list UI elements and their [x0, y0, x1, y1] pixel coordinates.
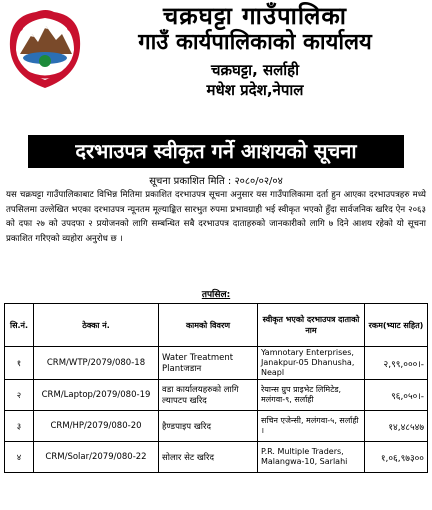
province-name: मधेश प्रदेश,नेपाल [206, 81, 304, 99]
col-contract-no: ठेक्का नं. [34, 304, 159, 347]
table-row [5, 347, 428, 380]
letterhead [82, 2, 428, 100]
cell-vendor: P.R. Multiple Traders, Malangwa-10, Sarlahi [258, 442, 365, 473]
table-row [5, 442, 428, 473]
col-vendor: स्वीकृत भएको दरभाउपत्र दाताको नाम [258, 304, 365, 347]
cell-description: वडा कार्यालयहरुको लागि ल्यापटप खरिद [159, 380, 258, 411]
schedule-label: तपसिल: [201, 290, 231, 300]
cell-amount: १४,४८५४७ [365, 411, 428, 442]
col-serial: सि.नं. [5, 304, 34, 347]
table-header-row [5, 304, 428, 347]
table-row [5, 380, 428, 411]
cell-contract-no: CRM/Laptop/2079/080-19 [34, 380, 159, 411]
cell-description: हैण्डपाइप खरिद [159, 411, 258, 442]
publication-date: सूचना प्रकाशित मिति : २०८०/०२/०४ [149, 176, 283, 187]
cell-contract-no: CRM/HP/2079/080-20 [34, 411, 159, 442]
notice-body: यस चक्रघट्टा गाउँपालिकाबाट विभिन्न मितिमा प्रकाशित दरभाउपत्र सूचना अनुसार यस गाउँपालिकामा दर्ता हुन आएका दरभाउपत्रहरु मध्ये तपसिलमा उल्लेखित भएका दरभाउपत्र न्यूनतम मूल्याङ्कित सारभुत रुपमा प्रभावग्राही भई स्वीकृत भएको हुँदा सार्वजनिक खरिद ऐन २०६३ को दफा २७ को उपदफा २ प्रयोजनको लागि सम्बन्धित सबै दरभाउपत्र दाताहरुको जानकारीको लागि ७ दिने आशय रहेको यो सूचना प्रकाशित गरिएको व्यहोरा अनुरोध छ । [6, 190, 426, 244]
col-amount: रकम(भ्याट सहित) [365, 304, 428, 347]
municipality-name: चक्रघट्टा गाउँपालिका [162, 2, 348, 30]
cell-amount: ९६,०५०।- [365, 380, 428, 411]
col-description: कामको विवरण [159, 304, 258, 347]
cell-vendor: Yamnotary Enterprises, Janakpur-05 Dhanusha, Neapl [258, 347, 365, 380]
cell-serial: २ [5, 380, 34, 411]
office-name: गाउँ कार्यपालिकाको कार्यालय [138, 30, 372, 55]
cell-description: सोलार सेट खरिद [159, 442, 258, 473]
table-row [5, 411, 428, 442]
cell-description: Water Treatment Plantजडान [159, 347, 258, 380]
cell-vendor: सचिन एजेन्सी, मलंगवा-५, सर्लाही । [258, 411, 365, 442]
cell-amount: १,०६,९७३०० [365, 442, 428, 473]
cell-serial: ४ [5, 442, 34, 473]
cell-serial: ३ [5, 411, 34, 442]
cell-amount: २,९९,०००।- [365, 347, 428, 380]
cell-serial: १ [5, 347, 34, 380]
cell-contract-no: CRM/Solar/2079/080-22 [34, 442, 159, 473]
cell-vendor: रेयान्स ग्रुप प्राइभेट लिमिटेड, मलंगवा-९, सर्लाही [258, 380, 365, 411]
contract-table [4, 303, 428, 473]
office-location: चक्रघट्टा, सर्लाही [210, 61, 300, 79]
cell-contract-no: CRM/WTP/2079/080-18 [34, 347, 159, 380]
notice-title-banner: दरभाउपत्र स्वीकृत गर्ने आशयको सूचना [28, 135, 404, 168]
government-emblem [6, 6, 84, 90]
